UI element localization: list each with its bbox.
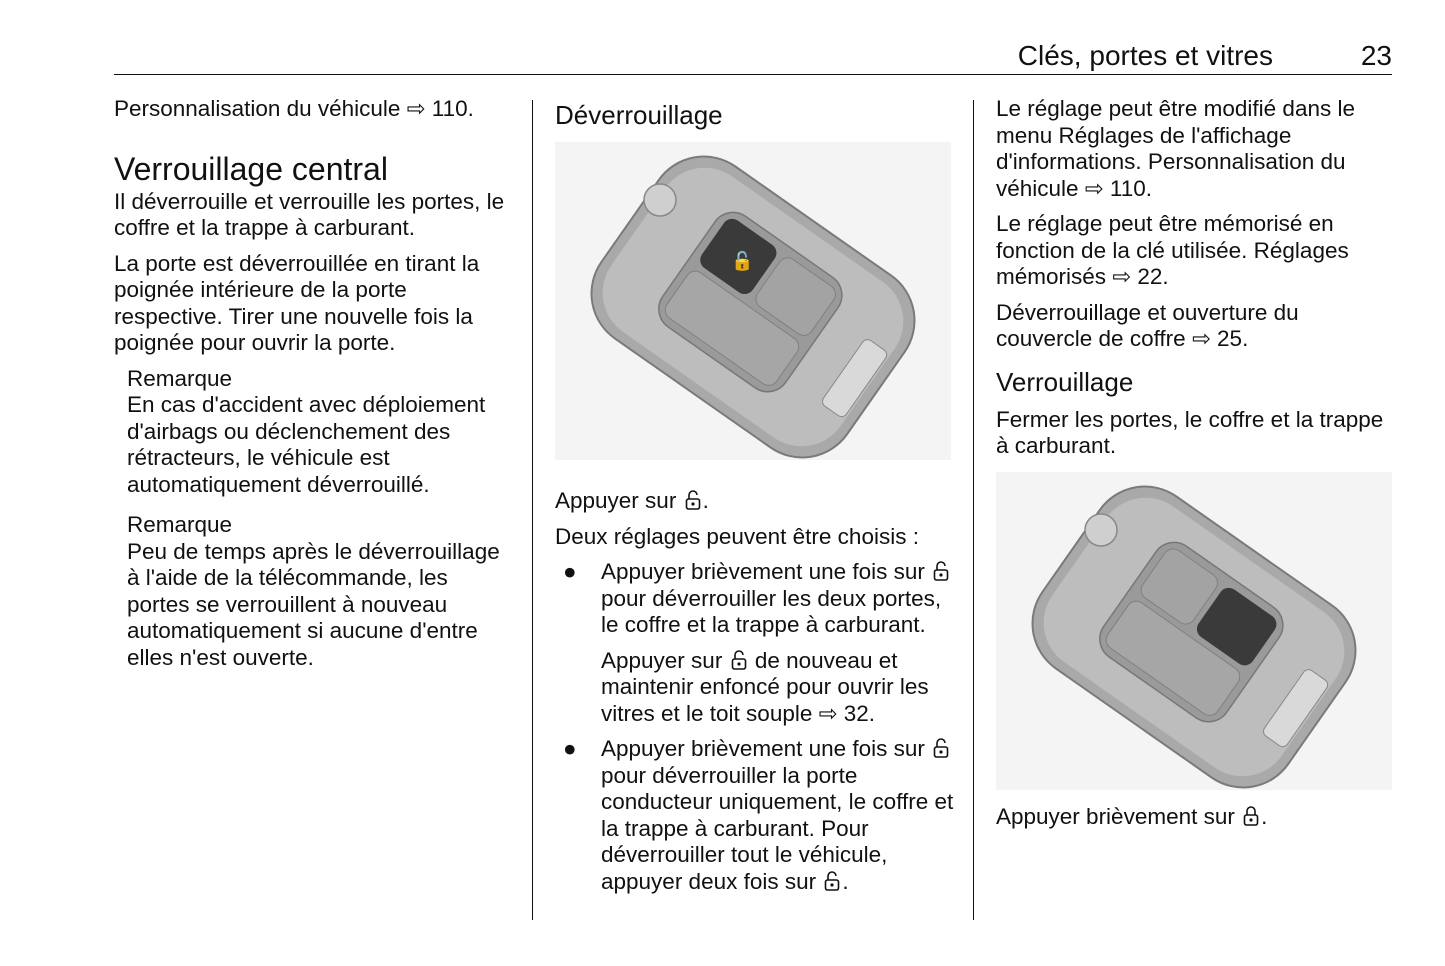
note-block xyxy=(127,512,514,671)
paragraph: Fermer les portes, le coffre et la trappe à carburant. xyxy=(996,406,1384,458)
list-item: ● Appuyer brièvement une fois sur pour déverrouiller la porte conducteur uniquement, le coffre et la trappe à carburant. Pour déverrouiller tout le véhicule, appuyer deux fois sur . xyxy=(563,736,954,894)
page-number: 23 xyxy=(1360,40,1392,71)
paragraph: Il déverrouille et verrouille les portes, le coffre et la trappe à carburant. xyxy=(114,188,505,240)
key-fob-unlock-illustration xyxy=(555,142,951,460)
unlock-icon xyxy=(933,560,949,582)
section-heading-central-locking: Verrouillage central xyxy=(114,150,388,187)
bullet-icon: ● xyxy=(563,736,577,761)
lock-icon xyxy=(1243,805,1259,827)
section-heading-unlocking: Déverrouillage xyxy=(555,100,723,130)
column-1 xyxy=(114,96,514,685)
column-2 xyxy=(555,96,955,904)
section-heading-locking: Verrouillage xyxy=(996,366,1134,397)
unlock-icon xyxy=(824,870,840,892)
bullet-icon: ● xyxy=(563,559,577,584)
note-text: Peu de temps après le déverrouillage à l'aide de la télécommande, les portes se verrouillent à nouveau automatiquement si aucune d'entre elles n'est ouverte. xyxy=(127,538,500,670)
paragraph: Déverrouillage et ouverture du couvercle de coffre ⇨ 25. xyxy=(996,299,1299,351)
paragraph: Le réglage peut être mémorisé en fonction de la clé utilisée. Réglages mémorisés ⇨ 22. xyxy=(996,211,1349,289)
column-divider-2 xyxy=(973,100,974,920)
unlock-icon xyxy=(685,489,701,511)
paragraph: Deux réglages peuvent être choisis : xyxy=(555,523,919,549)
note-title: Remarque xyxy=(127,365,233,391)
cross-reference: Personnalisation du véhicule ⇨ 110. xyxy=(114,96,474,121)
column-divider-1 xyxy=(532,100,533,920)
paragraph: Le réglage peut être modifié dans le menu Réglages de l'affichage d'informations. Personnalisation du véhicule ⇨ 110. xyxy=(996,96,1355,201)
note-block xyxy=(127,366,514,499)
illustration-caption: Appuyer brièvement sur . xyxy=(996,803,1268,829)
unlock-icon xyxy=(731,649,747,671)
illustration-caption: Appuyer sur . xyxy=(555,488,709,513)
unlock-icon xyxy=(933,737,949,759)
page-header-title: Clés, portes et vitres xyxy=(1017,40,1273,71)
list-item: ● Appuyer brièvement une fois sur pour déverrouiller les deux portes, le coffre et la trappe à carburant. Appuyer sur de nouveau et maintenir enfoncé pour ouvrir les vitres et le toit souple ⇨ 32. xyxy=(555,559,955,727)
paragraph: La porte est déverrouillée en tirant la poignée intérieure de la porte respective. Tirer une nouvelle fois la poignée pour ouvrir la porte. xyxy=(114,250,480,355)
header-divider xyxy=(114,74,1392,75)
column-3 xyxy=(996,96,1396,839)
note-title: Remarque xyxy=(127,512,233,537)
key-fob-lock-illustration xyxy=(996,472,1392,790)
svg-text:🔓: 🔓 xyxy=(731,251,754,272)
note-text: En cas d'accident avec déploiement d'airbags ou déclenchement des rétracteurs, le véhicule est automatiquement déverrouillé. xyxy=(127,392,486,497)
